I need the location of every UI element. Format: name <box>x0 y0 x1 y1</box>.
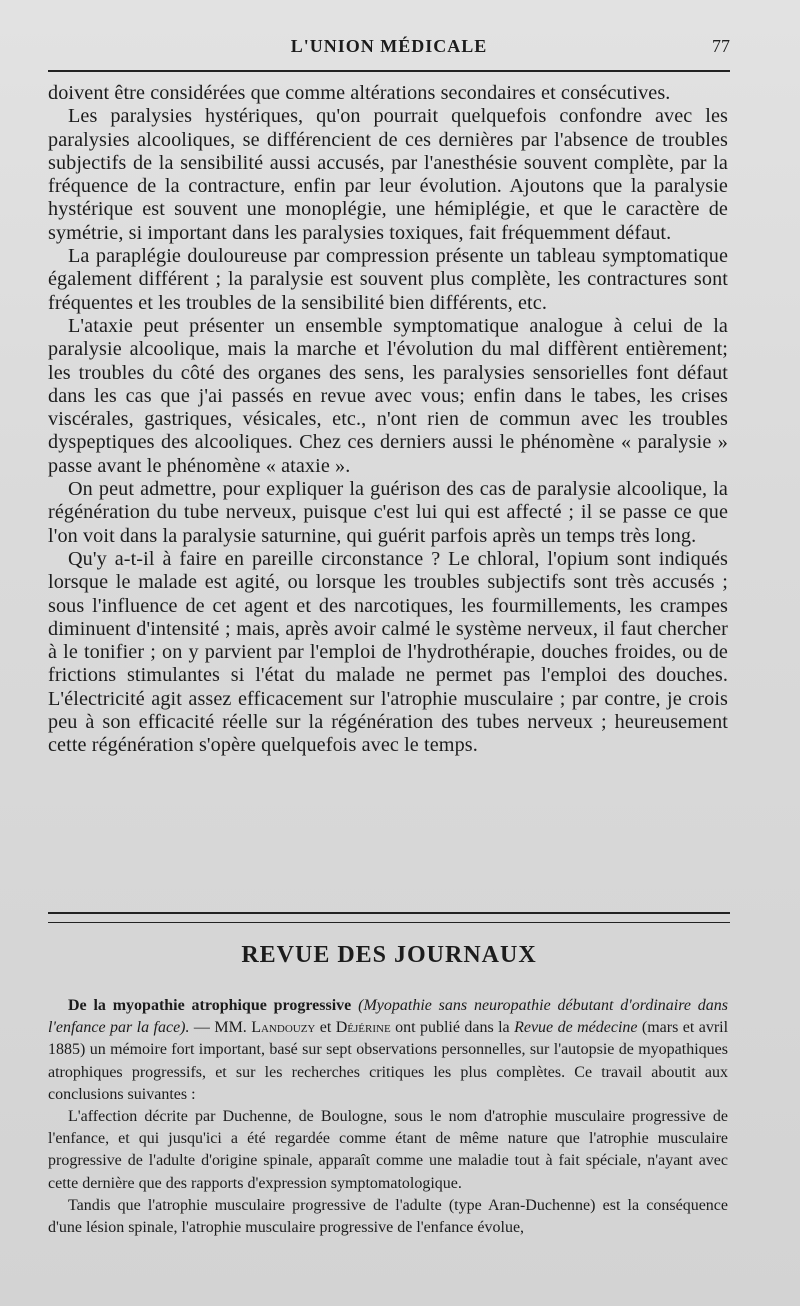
review-text: et <box>315 1019 336 1037</box>
review-paragraph: L'affection décrite par Duchenne, de Boulogne, sous le nom d'atrophie musculaire progressive de l'enfance, et qui jusqu'ici a été regardée comme étant de même nature que l'atrophie musculaire progressive de l'adulte d'origine spinale, apparaît comme une maladie tout à fait spéciale, n'ayant avec cette dernière que des rapports d'expression symptomatologique. <box>48 1108 728 1192</box>
paragraph: doivent être considérées que comme altérations secondaires et consécutives. <box>48 82 671 104</box>
author-name: Déjérine <box>335 1019 391 1037</box>
page-number: 77 <box>712 36 730 56</box>
section-title: REVUE DES JOURNAUX <box>241 942 537 968</box>
article-body <box>48 82 728 758</box>
review-text: ont publié dans la <box>390 1019 515 1037</box>
paragraph: L'ataxie peut présenter un ensemble symptomatique analogue à celui de la paralysie alcoolique, mais la marche et l'évolution du mal diffèrent entièrement; les troubles du côté des organes des sens, les paralysies sensorielles font défaut dans les cas que j'ai passés en revue avec vous; enfin dans le tabes, les crises viscérales, gastriques, vésicales, etc., n'ont rien de commun avec les troubles dyspeptiques des alcooliques. Chez ces derniers aussi le phénomène « paralysie » passe avant le phénomène « ataxie ». <box>48 314 728 477</box>
review-subtitle: (Myopathie sans neuropathie débutant d'ordinaire dans l'enfance par la face). <box>48 997 729 1037</box>
header-rule <box>48 70 730 72</box>
section-divider <box>48 912 730 923</box>
page-header <box>48 36 730 62</box>
paragraph: Qu'y a-t-il à faire en pareille circonstance ? Le chloral, l'opium sont indiqués lorsque le malade est agité, ou lorsque les troubles subjectifs sont très accusés ; sous l'influence de cet agent et des narcotiques, les fourmillements, les crampes diminuent d'intensité ; mais, après avoir calmé le système nerveux, il faut chercher à le tonifier ; on y parvient par l'emploi de l'hydrothérapie, douches froides, ou de frictions stimulantes si l'état du malade ne permet pas l'emploi des douches. L'électricité agit assez efficacement sur l'atrophie musculaire ; par contre, je crois peu à son efficacité réelle sur la régénération des tubes nerveux ; heureusement cette régénération s'opère quelquefois avec le temps. <box>48 547 728 757</box>
paragraph: Les paralysies hystériques, qu'on pourrait quelquefois confondre avec les paralysies alcooliques, se différencient de ces dernières par l'absence de troubles subjectifs de la sensibilité aussi accusés, par l'anesthésie souvent complète, par la fréquence de la contracture, enfin par leur évolution. Ajoutons que la paralysie hystérique est souvent une monoplégie, une hémiplégie, et que le caractère de symétrie, si important dans les paralysies toxiques, fait fréquemment défaut. <box>48 105 728 244</box>
review-title: De la myopathie atrophique progressive <box>68 997 352 1014</box>
paragraph: La paraplégie douloureuse par compression présente un tableau symptomatique également différent ; la paralysie est souvent plus complète, les contractures sont fréquentes et les troubles de la sensibilité bien différents, etc. <box>48 245 728 314</box>
review-paragraph: Tandis que l'atrophie musculaire progressive de l'adulte (type Aran-Duchenne) est la conséquence d'une lésion spinale, l'atrophie musculaire progressive de l'enfance évolue, <box>48 1196 728 1237</box>
review-text: — MM. <box>189 1019 252 1037</box>
running-title: L'UNION MÉDICALE <box>290 36 488 56</box>
journal-review <box>48 995 728 1239</box>
review-text: (mars et avril 1885) un mémoire fort important, basé sur sept observations personnelles, sur l'autopsie de myopathiques atrophiques progressifs, et sur les recherches critiques les plus complètes. Ce travail aboutit aux conclusions suivantes : <box>48 1019 729 1103</box>
author-name: Landouzy <box>251 1019 316 1037</box>
review-paragraph <box>48 995 728 1106</box>
journal-name: Revue de médecine <box>514 1019 638 1037</box>
paragraph: On peut admettre, pour expliquer la guérison des cas de paralysie alcoolique, la régénération du tube nerveux, puisque c'est lui qui est affecté ; il se passe ce que l'on voit dans la paralysie saturnine, qui guérit parfois après un temps très long. <box>48 478 728 547</box>
